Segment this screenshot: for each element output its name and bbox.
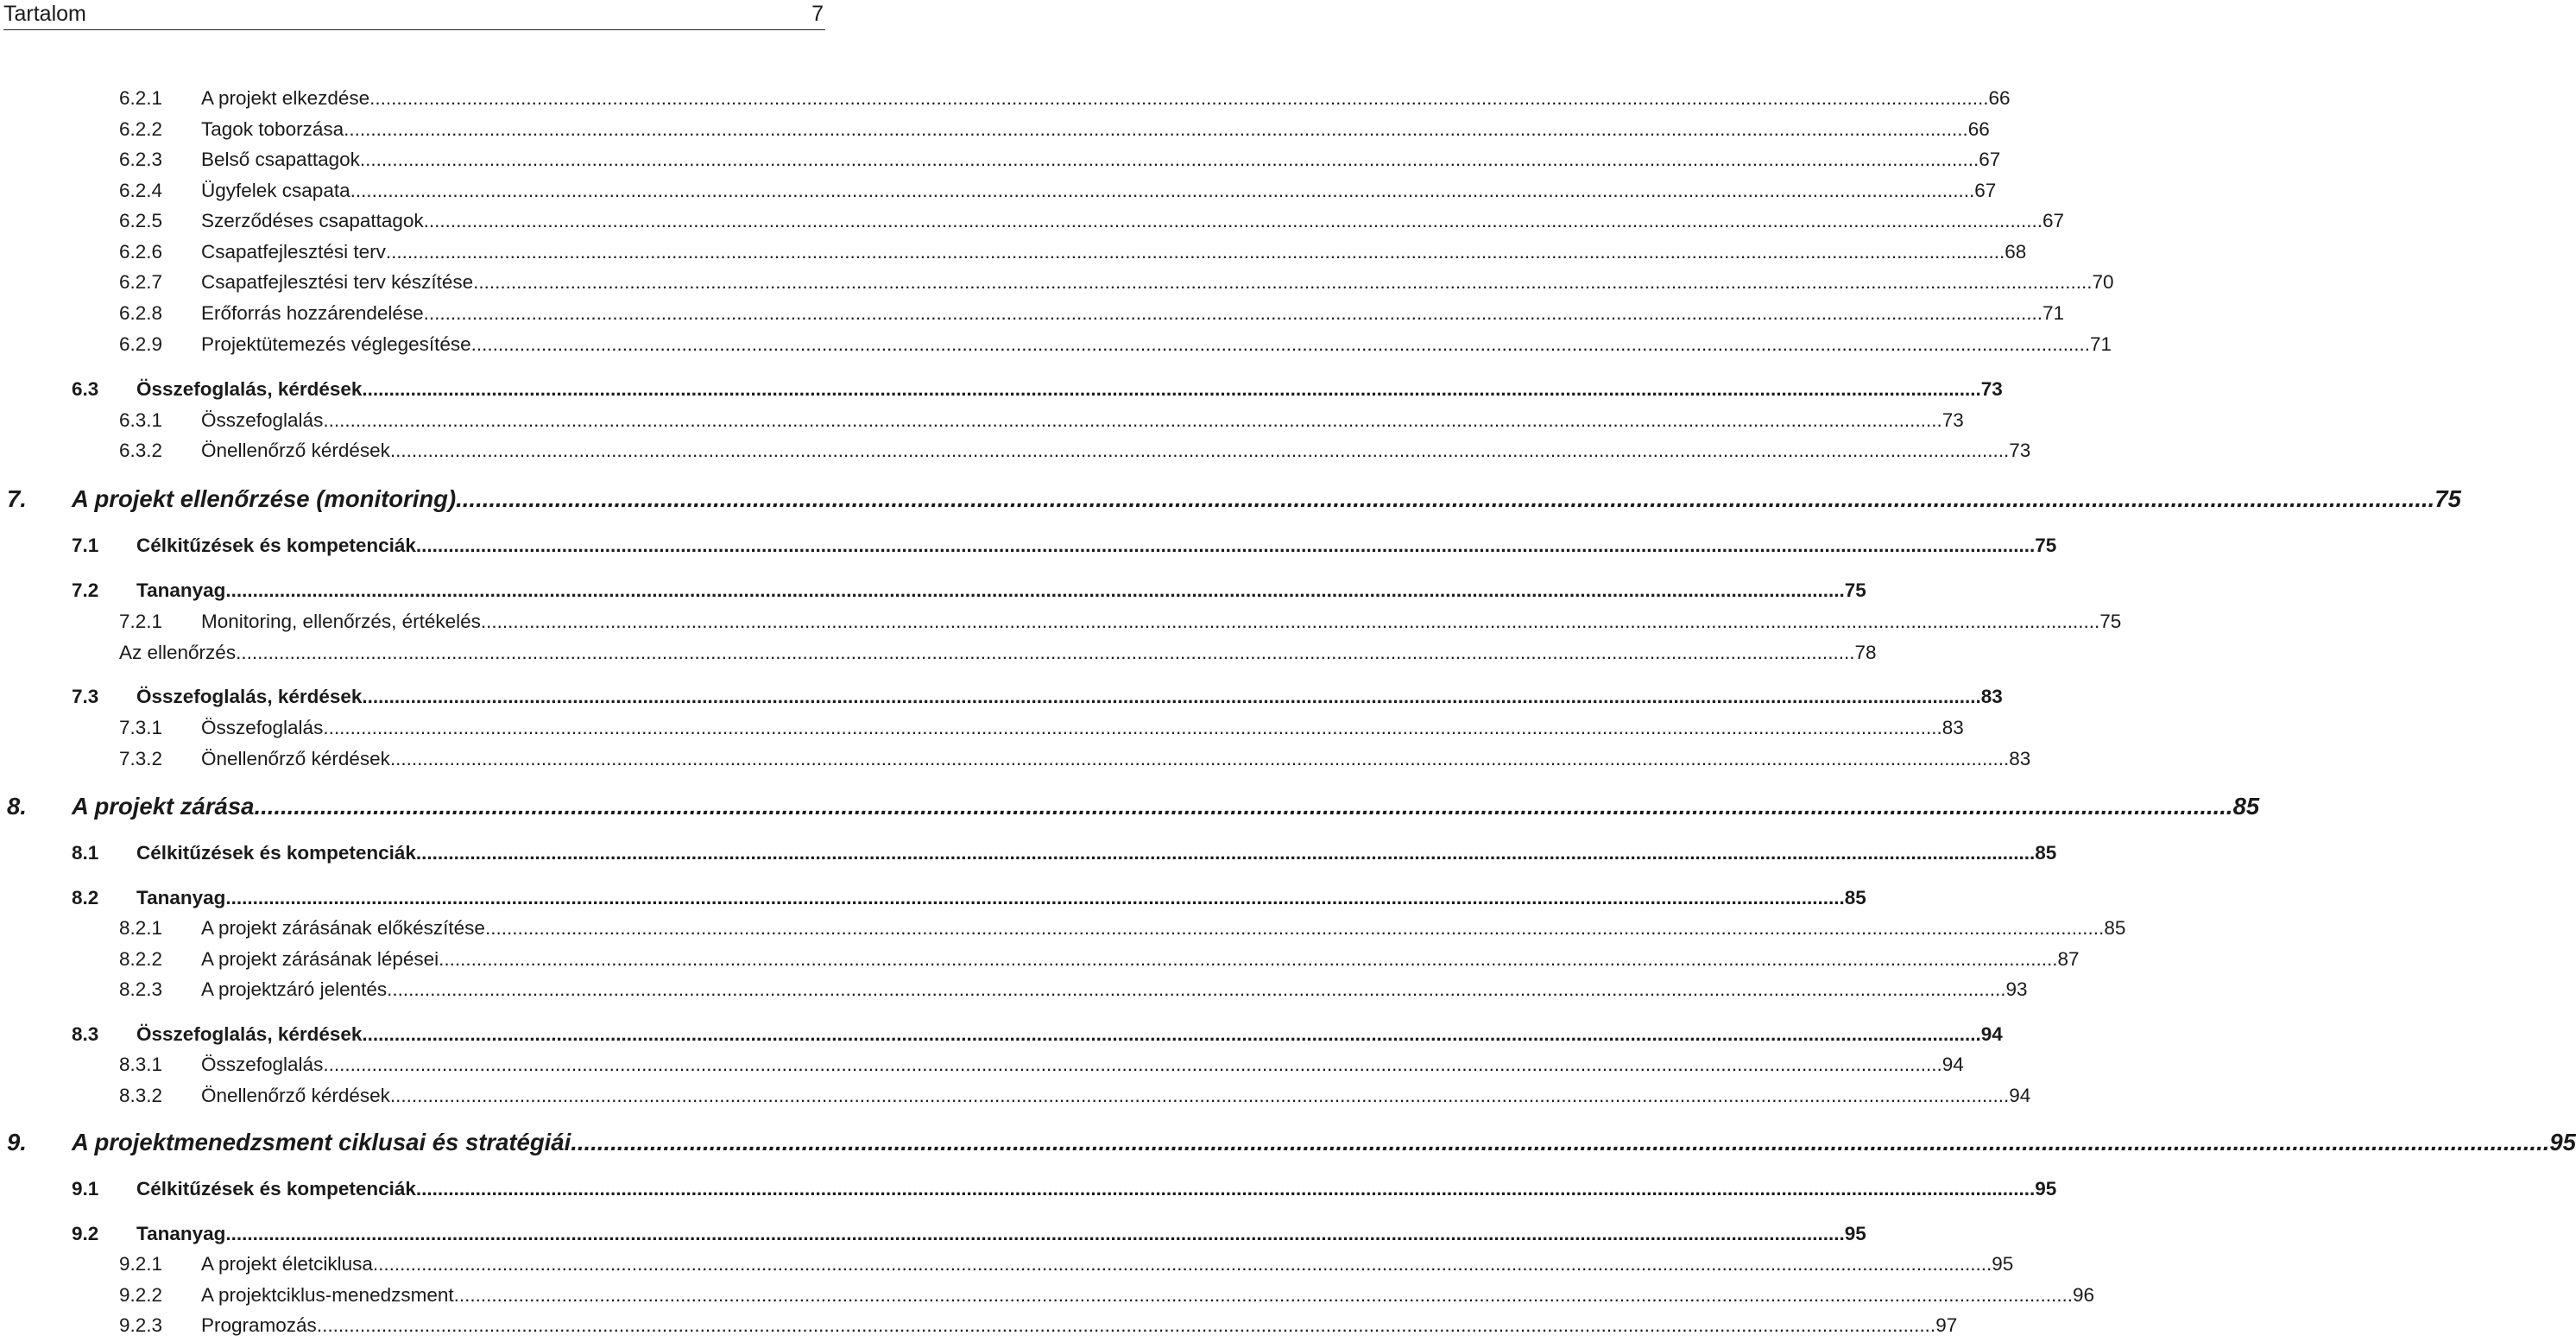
header-page-number: 7 (811, 2, 824, 26)
toc-entry-page: 85 (2232, 793, 2260, 820)
toc-entry-page: 94 (2009, 1085, 2031, 1106)
toc-dot-leader: ............................................................................................................................................................................................................................................................................................................ (389, 748, 2010, 769)
toc-dot-leader: ............................................................................................................................................................................................................................................................................................................ (571, 1129, 2550, 1155)
toc-entry[interactable] (7, 485, 2461, 513)
toc-entry[interactable] (119, 1283, 2095, 1307)
toc-entry[interactable] (119, 117, 1990, 142)
toc-entry[interactable] (72, 579, 1866, 603)
toc-entry-page: 71 (2042, 302, 2065, 324)
toc-entry[interactable] (119, 209, 2065, 233)
toc-entry[interactable] (119, 86, 2011, 111)
toc-dot-leader: ............................................................................................................................................................................................................................................................................................................ (423, 302, 2043, 324)
toc-entry-page: 75 (2099, 611, 2122, 632)
toc-entry-title: Ügyfelek csapata. (201, 180, 356, 201)
toc-entry-page: 66 (1988, 87, 2011, 109)
toc-entry-number: 6.2.9 (119, 333, 163, 355)
toc-entry-page: 83 (2009, 748, 2031, 769)
toc-entry-title: A projekt zárásának előkészítése (201, 917, 485, 939)
toc-entry[interactable] (119, 439, 2031, 463)
toc-entry[interactable] (119, 301, 2065, 326)
toc-entry-title: Célkitűzések és kompetenciák (136, 535, 416, 556)
toc-entry[interactable] (119, 1084, 2031, 1108)
toc-entry[interactable] (72, 534, 2057, 558)
toc-entry[interactable] (119, 1314, 1958, 1338)
toc-dot-leader: ............................................................................................................................................................................................................................................................................................................ (355, 180, 1975, 201)
toc-entry-number: 8.3.2 (119, 1085, 163, 1106)
toc-entry-page: 93 (2005, 978, 2028, 1000)
toc-entry-title: Szerződéses csapattagok (201, 210, 424, 231)
toc-entry[interactable] (119, 1053, 1964, 1077)
toc-dot-leader: ............................................................................................................................................................................................................................................................................................................ (225, 579, 1845, 601)
toc-dot-leader: ............................................................................................................................................................................................................................................................................................................ (415, 842, 2036, 864)
toc-entry-page: 75 (2434, 485, 2461, 512)
toc-entry-page: 73 (1980, 378, 2003, 400)
toc-entry-page: 78 (1854, 642, 1877, 663)
toc-entry[interactable] (119, 747, 2031, 771)
toc-dot-leader: ............................................................................................................................................................................................................................................................................................................ (480, 611, 2100, 632)
toc-entry[interactable] (119, 947, 2080, 972)
toc-entry-number: 9.2.2 (119, 1284, 163, 1306)
toc-entry-title: Önellenőrző kérdések (201, 748, 390, 769)
toc-entry[interactable] (119, 408, 1964, 433)
toc-entry-title: A projektmenedzsment ciklusai és stratégiái (72, 1129, 571, 1155)
toc-entry-number: 7.2 (72, 579, 99, 601)
toc-dot-leader: ............................................................................................................................................................................................................................................................................................................ (439, 948, 2058, 970)
toc-dot-leader: ............................................................................................................................................................................................................................................................................................................ (316, 1314, 1936, 1336)
toc-entry[interactable] (119, 716, 1964, 740)
toc-entry[interactable] (72, 1022, 2003, 1047)
toc-entry-page: 96 (2073, 1284, 2095, 1306)
toc-entry[interactable] (72, 1222, 1866, 1246)
toc-entry-title: A projekt elkezdése (201, 87, 370, 109)
toc-entry[interactable] (7, 1129, 2576, 1156)
toc-entry[interactable] (72, 377, 2003, 402)
toc-dot-leader: ............................................................................................................................................................................................................................................................................................................ (415, 1178, 2036, 1200)
toc-entry-title: Projektütemezés véglegesítése (201, 333, 471, 355)
toc-entry-title: Önellenőrző kérdések (201, 1085, 390, 1106)
toc-entry-title: Tananyag (136, 579, 226, 601)
toc-entry[interactable] (119, 240, 2027, 264)
toc-dot-leader: ............................................................................................................................................................................................................................................................................................................ (415, 535, 2036, 556)
toc-entry-page: 68 (2005, 241, 2027, 263)
toc-dot-leader: ............................................................................................................................................................................................................................................................................................................ (385, 241, 2005, 263)
toc-entry-number: 7.1 (72, 535, 99, 556)
toc-entry[interactable] (119, 916, 2126, 940)
toc-entry-title: Tananyag (136, 1223, 226, 1244)
toc-dot-leader: ............................................................................................................................................................................................................................................................................................................ (236, 642, 1855, 663)
toc-dot-leader: ............................................................................................................................................................................................................................................................................................................ (323, 1054, 1942, 1075)
toc-entry[interactable] (119, 270, 2114, 294)
toc-entry-number: 7.3.2 (119, 748, 163, 769)
toc-entry-title: Erőforrás hozzárendelése (201, 302, 424, 324)
toc-entry-title: A projekt ellenőrzése (monitoring) (72, 485, 457, 512)
toc-entry-page: 85 (1844, 887, 1866, 908)
toc-entry-page: 73 (2009, 440, 2031, 461)
toc-dot-leader: ............................................................................................................................................................................................................................................................................................................ (456, 485, 2435, 512)
toc-entry-number: 6.2.5 (119, 210, 163, 231)
toc-entry-number: 6.2.7 (119, 271, 163, 293)
toc-entry-number: 7. (7, 485, 27, 512)
toc-entry-page: 95 (1992, 1253, 2014, 1275)
toc-entry-title: Monitoring, ellenőrzés, értékelés (201, 611, 481, 632)
toc-entry-number: 8.2.1 (119, 917, 163, 939)
toc-entry-number: 7.3 (72, 686, 99, 707)
toc-entry-title: Önellenőrző kérdések (201, 440, 390, 461)
toc-entry-page: 85 (2035, 842, 2057, 864)
toc-entry-title: A projekt zárása (72, 793, 255, 820)
toc-entry[interactable] (119, 332, 2112, 357)
toc-entry-title: Összefoglalás (201, 717, 324, 738)
toc-entry-number: 6.3.2 (119, 440, 163, 461)
toc-dot-leader: ............................................................................................................................................................................................................................................................................................................ (254, 793, 2233, 820)
toc-entry-page: 70 (2092, 271, 2114, 293)
toc-entry-page: 75 (2035, 535, 2057, 556)
toc-entry-page: 66 (1967, 118, 1990, 140)
toc-entry-number: 9.2.3 (119, 1314, 163, 1336)
toc-entry-number: 6.3.1 (119, 409, 163, 431)
toc-entry-number: 8.3.1 (119, 1054, 163, 1075)
toc-entry-title: Összefoglalás (201, 409, 324, 431)
toc-entry-number: 9. (7, 1129, 27, 1155)
toc-dot-leader: ............................................................................................................................................................................................................................................................................................................ (453, 1284, 2073, 1306)
toc-entry[interactable] (119, 641, 1877, 665)
toc-entry-page: 67 (1979, 149, 2001, 170)
toc-entry-title: Csapatfejlesztési terv készítése (201, 271, 474, 293)
toc-entry[interactable] (119, 148, 2001, 172)
toc-entry-title: A projektzáró jelentés (201, 978, 388, 1000)
toc-dot-leader: ............................................................................................................................................................................................................................................................................................................ (362, 686, 1981, 707)
toc-dot-leader: ............................................................................................................................................................................................................................................................................................................ (484, 917, 2105, 939)
toc-entry-title: A projekt életciklusa (201, 1253, 373, 1275)
toc-dot-leader: ............................................................................................................................................................................................................................................................................................................ (369, 87, 1989, 109)
toc-entry-number: 7.3.1 (119, 717, 163, 738)
toc-entry-title: Összefoglalás (201, 1054, 324, 1075)
toc-entry-page: 95 (2035, 1178, 2057, 1200)
toc-entry-title: Összefoglalás, kérdések (136, 378, 363, 400)
toc-dot-leader: ............................................................................................................................................................................................................................................................................................................ (225, 1223, 1845, 1244)
toc-dot-leader: ............................................................................................................................................................................................................................................................................................................ (323, 409, 1942, 431)
toc-entry-number: 8.3 (72, 1023, 99, 1045)
toc-dot-leader: ............................................................................................................................................................................................................................................................................................................ (389, 440, 2010, 461)
toc-entry-page: 73 (1941, 409, 1964, 431)
toc-entry[interactable] (7, 793, 2260, 820)
toc-entry-page: 94 (1941, 1054, 1964, 1075)
toc-dot-leader: ............................................................................................................................................................................................................................................................................................................ (372, 1253, 1992, 1275)
toc-dot-leader: ............................................................................................................................................................................................................................................................................................................ (349, 118, 1968, 140)
toc-entry-number: 9.2.1 (119, 1253, 163, 1275)
toc-entry-page: 87 (2057, 948, 2080, 970)
toc-entry-number: 6.2.3 (119, 149, 163, 170)
toc-entry-title: Belső csapattagok (201, 149, 360, 170)
toc-entry[interactable] (72, 841, 2057, 865)
toc-entry-page: 83 (1980, 686, 2003, 707)
toc-entry-title: Programozás (201, 1314, 317, 1336)
toc-entry-title: A projekt zárásának lépései (201, 948, 439, 970)
toc-entry[interactable] (119, 179, 1997, 203)
toc-entry-title: Tagok toborzása. (201, 118, 350, 140)
toc-entry[interactable] (72, 886, 1866, 910)
toc-entry-number: 8.1 (72, 842, 99, 864)
toc-entry-title: Az ellenőrzés (119, 642, 237, 663)
toc-entry-page: 95 (1844, 1223, 1866, 1244)
toc-entry[interactable] (119, 978, 2028, 1002)
toc-entry-page: 71 (2090, 333, 2112, 355)
toc-entry-page: 67 (1974, 180, 1997, 201)
toc-entry-page: 85 (2104, 917, 2126, 939)
toc-entry-number: 6.2.6 (119, 241, 163, 263)
toc-dot-leader: ............................................................................................................................................................................................................................................................................................................ (359, 149, 1979, 170)
toc-entry-number: 9.2 (72, 1223, 99, 1244)
toc-entry-number: 7.2.1 (119, 611, 163, 632)
toc-entry-number: 9.1 (72, 1178, 99, 1200)
toc-entry-title: Célkitűzések és kompetenciák (136, 1178, 416, 1200)
toc-entry-page: 97 (1935, 1314, 1958, 1336)
toc-entry[interactable] (72, 1177, 2057, 1201)
toc-entry-number: 8.2.3 (119, 978, 163, 1000)
toc-dot-leader: ............................................................................................................................................................................................................................................................................................................ (423, 210, 2043, 231)
toc-dot-leader: ............................................................................................................................................................................................................................................................................................................ (470, 333, 2091, 355)
toc-entry-number: 6.2.1 (119, 87, 163, 109)
toc-entry-number: 6.3 (72, 378, 99, 400)
toc-entry-title: Célkitűzések és kompetenciák (136, 842, 416, 864)
toc-entry-title: Csapatfejlesztési terv (201, 241, 386, 263)
toc-dot-leader: ............................................................................................................................................................................................................................................................................................................ (387, 978, 2006, 1000)
toc-dot-leader: ............................................................................................................................................................................................................................................................................................................ (362, 1023, 1981, 1045)
toc-dot-leader: ............................................................................................................................................................................................................................................................................................................ (473, 271, 2093, 293)
toc-entry-title: Tananyag (136, 887, 226, 908)
toc-entry-title: Összefoglalás, kérdések (136, 1023, 363, 1045)
toc-entry-number: 8.2.2 (119, 948, 163, 970)
toc-entry[interactable] (72, 685, 2003, 709)
toc-entry-title: Összefoglalás, kérdések (136, 686, 363, 707)
toc-entry-page: 94 (1980, 1023, 2003, 1045)
toc-entry-number: 8.2 (72, 887, 99, 908)
toc-entry-number: 6.2.4 (119, 180, 163, 201)
toc-entry-number: 6.2.2 (119, 118, 163, 140)
toc-dot-leader: ............................................................................................................................................................................................................................................................................................................ (323, 717, 1942, 738)
toc-entry[interactable] (119, 610, 2122, 634)
toc-dot-leader: ............................................................................................................................................................................................................................................................................................................ (389, 1085, 2010, 1106)
toc-entry-page: 67 (2042, 210, 2065, 231)
toc-dot-leader: ............................................................................................................................................................................................................................................................................................................ (225, 887, 1845, 908)
toc-dot-leader: ............................................................................................................................................................................................................................................................................................................ (362, 378, 1981, 400)
toc-entry-page: 95 (2549, 1129, 2576, 1155)
toc-entry-number: 8. (7, 793, 27, 820)
header-title: Tartalom (3, 2, 86, 26)
toc-entry[interactable] (119, 1252, 2014, 1276)
toc-entry-number: 6.2.8 (119, 302, 163, 324)
toc-entry-title: A projektciklus-menedzsment (201, 1284, 454, 1306)
toc-entry-page: 75 (1844, 579, 1866, 601)
toc-entry-page: 83 (1941, 717, 1964, 738)
